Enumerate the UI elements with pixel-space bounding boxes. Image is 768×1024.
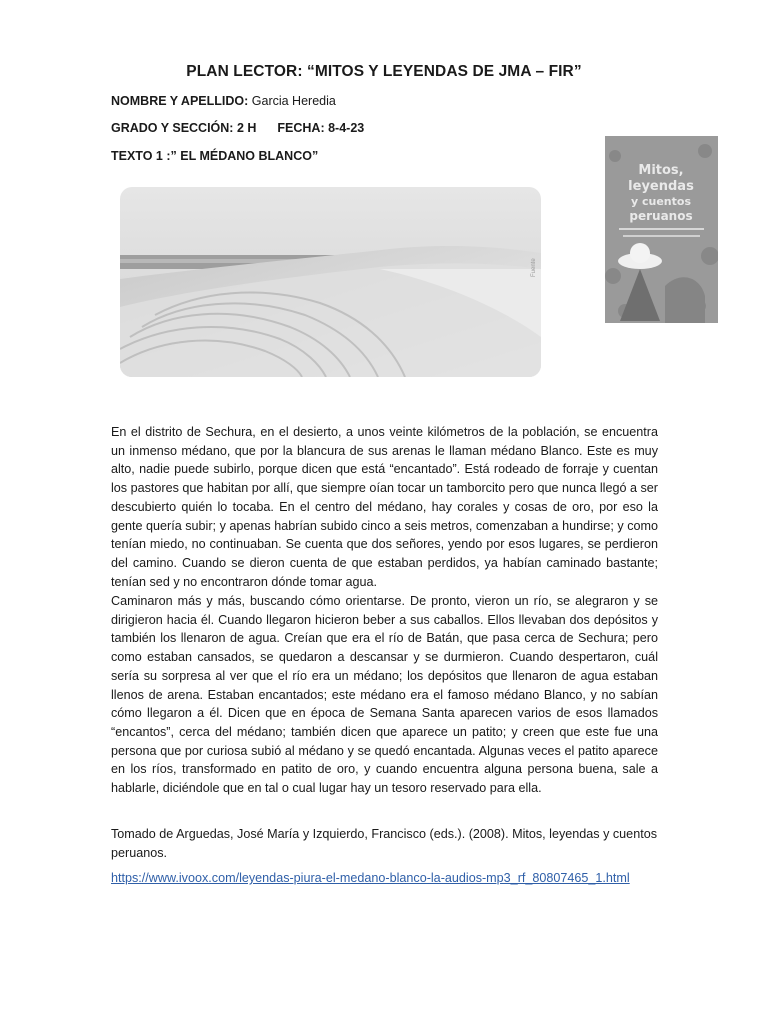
grade-label: GRADO Y SECCIÓN: [111,121,234,135]
text-title: TEXTO 1 :” EL MÉDANO BLANCO” [111,149,319,163]
date-label: FECHA: [277,121,325,135]
name-label: NOMBRE Y APELLIDO: [111,94,249,108]
name-field [111,94,336,108]
paragraph-1: En el distrito de Sechura, en el desierto, a unos veinte kilómetros de la población, se encuentra un inmenso médano, que por la blancura de sus arenas le llaman médano Blanco. Este es muy alto, nadie puede subirlo, porque dicen que está “encantado”. Está rodeado de forraje y cuentan los pastores que habitan por allí, que siempre oían tocar un tamborcito pero que nunca llegó a ser descubierto quién lo tocaba. En el centro del médano, hay corales y cosas de oro, por eso la gente quería subir; y apenas habrían subido cinco a seis metros, comenzaban a hundirse; y como tenían miedo, no continuaban. Se cuenta que dos señores, yendo por esos lugares, se perdieron del camino. Cuando se dieron cuenta de que estaban perdidos, ya habían caminado bastante; tenían sed y no encontraron dónde tomar agua. [111,425,658,589]
svg-text:Mitos,: Mitos, [638,163,684,178]
document-title: PLAN LECTOR: “MITOS Y LEYENDAS DE JMA – FIR” [186,63,582,80]
paragraph-2: Caminaron más y más, buscando cómo orientarse. De pronto, vieron un río, se alegraron y se dirigieron hacia él. Cuando llegaron hicieron beber a sus caballos. Ellos llevaban dos depósitos y también los llenaron de agua. Creían que era el río de Batán, que pasa cerca de Sechura; pero como estaban cansados, se quedaron a descansar y se durmieron. Cuando despertaron, cuál sería su sorpresa al ver que el río era un médano; los depósitos que llenaron de agua estaban llenos de arena. Estaban encantados; este médano era el famoso médano Blanco, y no sabían cómo llegaron a él. Dicen que en época de Semana Santa aparecen varios de esos llamados “encantos”, cerca del médano; también dicen que aparece un patito; y creen que este fue una persona que por curiosa subió al médano y se quedó encantada. Algunas veces el patito aparece en los ríos, transformado en patito de oro, y cuando encuentra alguna persona buena, sale a hablarle, diciéndole que en tal o cual lugar hay un tesoro reservado para ella. [111,594,658,796]
svg-text:y cuentos: y cuentos [630,195,692,208]
dune-photo [120,187,541,377]
grade-value: 2 H [236,121,257,135]
source-citation: Tomado de Arguedas, José María y Izquierdo, Francisco (eds.). (2008). Mitos, leyendas y cuentos peruanos. [111,827,657,860]
book-cover-image [605,136,718,323]
svg-text:leyendas: leyendas [628,179,694,194]
svg-text:Fuente: Fuente [531,258,537,277]
grade-date-field [111,121,364,135]
svg-text:peruanos: peruanos [629,209,693,223]
source-link[interactable]: https://www.ivoox.com/leyendas-piura-el-medano-blanco-la-audios-mp3_rf_80807465_1.html [111,871,630,885]
date-value: 8-4-23 [328,121,365,135]
name-value: Garcia Heredia [251,94,336,108]
